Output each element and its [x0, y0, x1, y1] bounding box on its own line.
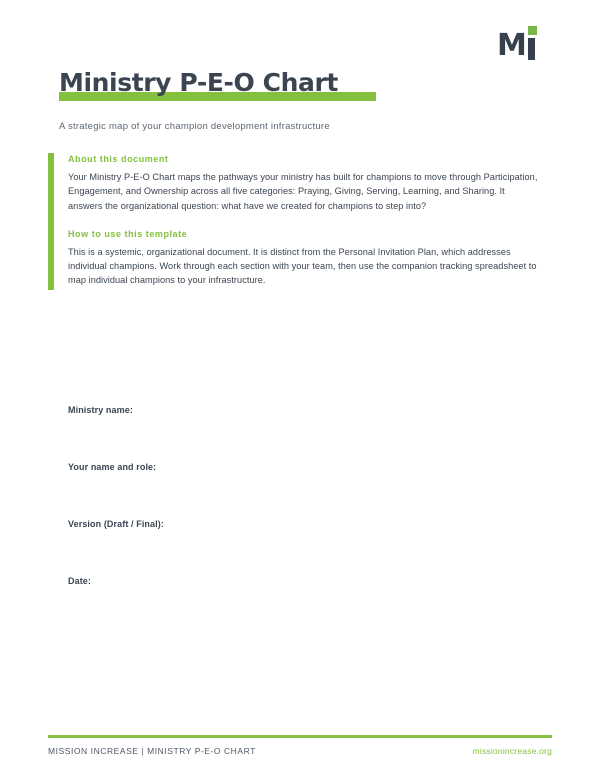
meta-label-your-name-and-role: Your name and role: [68, 462, 157, 472]
callout-section-about [68, 153, 538, 213]
meta-field-version [68, 518, 508, 575]
meta-field-ministry-name [68, 404, 508, 461]
footer-divider [48, 735, 552, 738]
footer-website-link[interactable]: missionincrease.org [472, 745, 552, 756]
callout-text-how-to-use: This is a systemic, organizational document. It is distinct from the Personal Invitation Plan, which addresses individual champions. Work through each section with your team, then use the companion tracking spreadsheet to map individual champions to your infrastructure. [68, 246, 537, 286]
meta-value-ministry-name[interactable] [68, 416, 508, 428]
meta-label-version: Version (Draft / Final): [68, 519, 164, 529]
mission-increase-logo [497, 26, 537, 63]
meta-field-date [68, 575, 508, 632]
footer-row [48, 746, 552, 756]
meta-label-date: Date: [68, 576, 92, 586]
meta-value-your-name-and-role[interactable] [68, 473, 508, 485]
page-title: Ministry P-E-O Chart [59, 68, 338, 97]
page-subtitle: A strategic map of your champion development infrastructure [59, 121, 330, 132]
page-title-wrap [59, 68, 519, 98]
callout-accent-bar [48, 153, 54, 290]
callout-body [68, 153, 538, 288]
logo-letter-i-stem [528, 38, 535, 60]
callout-heading-about: About this document [68, 154, 169, 164]
document-meta-fields [68, 404, 508, 632]
meta-label-ministry-name: Ministry name: [68, 405, 133, 415]
callout-text-about: Your Ministry P-E-O Chart maps the pathways your ministry has built for champions to move through Participation, Engagement, and Ownership across all five categories: Praying, Giving, Serving, Learning, and Sharing. It answers the organizational question: what have we created for champions to step into? [68, 172, 538, 211]
logo-letter-m: M [497, 28, 526, 63]
intro-callout [48, 153, 538, 288]
meta-field-your-name-and-role [68, 461, 508, 518]
callout-heading-how-to-use: How to use this template [68, 228, 188, 239]
logo-letter-i-dot-icon [528, 26, 537, 35]
meta-value-date[interactable] [68, 587, 508, 599]
footer-document-label: MISSION INCREASE | MINISTRY P-E-O CHART [48, 745, 256, 756]
callout-section-how-to-use [68, 228, 538, 288]
meta-value-version[interactable] [68, 530, 508, 542]
page-footer [48, 735, 552, 756]
